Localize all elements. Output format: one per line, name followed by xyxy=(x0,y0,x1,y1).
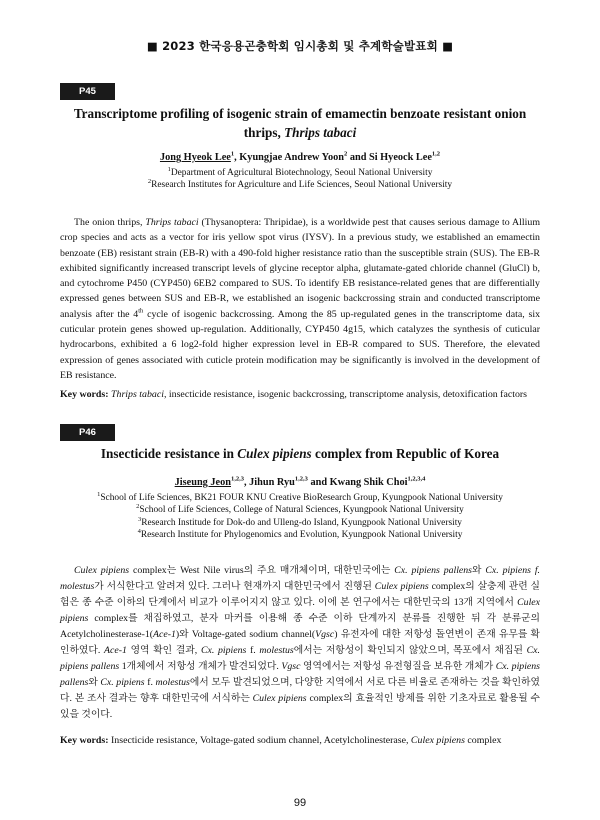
author-affil-mark: 1,2 xyxy=(431,150,441,158)
species-name: Culex pipiens xyxy=(60,597,540,624)
keywords-label: Key words: xyxy=(60,389,109,400)
abstract-p45 xyxy=(60,215,540,383)
gene-name: Ace-1 xyxy=(153,629,176,640)
species-name: Cx. pipiens xyxy=(100,677,145,688)
gene-name: Ace-1 xyxy=(104,645,127,656)
title-text: complex from Republic of Korea xyxy=(311,446,500,461)
affiliation-text: Department of Agricultural Biotechnology, Seoul National University xyxy=(170,168,433,178)
gene-name: Vgsc xyxy=(281,661,301,672)
affiliation-text: School of Life Sciences, BK21 FOUR KNU Creative BioResearch Group, Kyungpook National University xyxy=(100,493,503,503)
abstract-text: 에서 모두 발견되었으며, 다양한 지역에서 서로 다른 비율로 존재하는 것을 확인하였다. 본 조사 결과는 향후 대한민국에 서식하는 xyxy=(60,677,540,704)
authors-p46: Jiseung Jeon$^{1,2,3}$, Jihun Ryu$^{1,2,3}$ and Kwang Shik Choi$^{1,2,3,4}$ xyxy=(174,475,426,488)
abstract-text: The onion thrips, xyxy=(74,217,146,228)
keywords-p46 xyxy=(60,733,540,748)
species-name: Culex pipiens xyxy=(74,565,130,576)
affil-mark: 3 xyxy=(137,515,142,523)
affiliation-text: Research Institutes for Agriculture and Life Sciences, Seoul National University xyxy=(151,180,453,191)
affiliations-p46 xyxy=(60,492,540,542)
abstract-text: complex를 채집하였고, 분자 마커를 이용해 종 수준 이하 단계까지 분류를 진행한 뒤 각 분류군의 Acetylcholinesterase-1( xyxy=(60,613,540,640)
affil-mark: 4 xyxy=(137,528,141,536)
species-name: Cx. pipiens pallens xyxy=(60,645,540,672)
author-name: Kyungjae Andrew Yoon xyxy=(239,152,344,163)
abstract-text: 에서는 저항성이 확인되지 않았으며, 목포에서 채집된 xyxy=(293,645,527,656)
keyword-species: Culex pipiens xyxy=(410,735,465,746)
gene-name: Vgsc xyxy=(315,629,335,640)
affiliation xyxy=(60,504,540,516)
affil-mark: 2 xyxy=(136,503,140,511)
abstract-text: complex는 West Nile virus의 주요 매개체이며, 대한민국에는 xyxy=(129,565,395,576)
affiliation-text: Research Institude for Dok-do and Ulleng-do Island, Kyungpook National University xyxy=(141,517,462,528)
affiliation xyxy=(60,492,540,504)
abstract-text: 와 xyxy=(472,565,486,576)
affiliation xyxy=(60,167,540,179)
species-name: Culex pipiens xyxy=(374,581,429,592)
keywords-text: , insecticide resistance, isogenic backcrossing, transcriptome analysis, detoxification factors xyxy=(163,389,528,400)
author-name: Jiseung Jeon xyxy=(174,477,231,488)
species-name: Cx. pipiens pallens xyxy=(60,661,540,688)
author-affil-mark: 1,2,3 xyxy=(231,475,244,483)
title-text: Insecticide resistance in xyxy=(100,446,238,461)
affiliation-text: Research Institute for Phylogenomics and Evolution, Kyungpook National University xyxy=(140,530,463,541)
title-p46 xyxy=(60,444,540,463)
author-and: and xyxy=(310,477,328,488)
abstract-text: f. xyxy=(246,645,260,656)
author-name: Jihun Ryu xyxy=(249,477,295,488)
affiliations-p45 xyxy=(60,167,540,192)
keywords-p45 xyxy=(60,387,540,402)
author-name: Kwang Shik Choi xyxy=(329,477,408,488)
title-p45-species: Thrips tabaci xyxy=(284,125,357,140)
keywords-label: Key words: xyxy=(60,735,109,746)
abstract-text: 가 서식한다고 알려져 있다. 그러나 현재까지 대한민국에서 진행된 xyxy=(94,581,375,592)
species-name: molestus xyxy=(259,645,294,656)
abstract-p46 xyxy=(60,563,540,723)
title-p45-line1: Transcriptome profiling of isogenic strain of emamectin benzoate resistant onion xyxy=(73,106,527,121)
page-number: 99 xyxy=(293,797,307,809)
title-species: Culex pipiens xyxy=(237,446,312,461)
species-name: Cx. pipiens xyxy=(200,645,247,656)
conference-header: ■ 2023 한국응용곤충학회 임시총회 및 추계학술발표회 ■ xyxy=(146,39,454,53)
species-name: Cx. pipiens f. molestus xyxy=(60,565,540,592)
author-name: Jong Hyeok Lee xyxy=(159,152,231,163)
abstract-text: f. xyxy=(144,677,156,688)
author-name: Si Hyeock Lee xyxy=(369,152,432,163)
keywords-text: complex xyxy=(464,735,502,746)
affil-mark: 1 xyxy=(97,490,101,498)
authors-p45: Jong Hyeok Lee$^1$, Kyungjae Andrew Yoon$^2$ and Si Hyeock Lee$^{1,2}$ xyxy=(159,150,441,163)
author-affil-mark: 2 xyxy=(343,150,348,158)
author-affil-mark: 1,2,3,4 xyxy=(407,475,426,483)
affiliation xyxy=(60,529,540,541)
abstract-text: complex의 살충제 관련 실험은 종 수준 이하의 단계에서 비교가 이루어지지 않고 있다. 이에 본 연구에서는 대한민국의 13개 지역에서 xyxy=(60,581,540,608)
abstract-text: cycle of isogenic backcrossing. Among the 85 up-regulated genes in the transcriptome data, six cuticular protein genes showed up-regulation. Additionally, CYP450 4g15, which catalyzes the synthesis of cuticular hydrocarbons, exhibited a 6 log2-fold higher expression level in EB-R compared to SUS. Therefore, the elevated expression of genes associated with cuticle protein modification may be significantly is involved in the development of EB resistance. xyxy=(60,308,541,381)
abstract-badge-p45: P45 xyxy=(60,83,115,100)
author-affil-mark: 1,2,3 xyxy=(294,475,308,483)
affiliation xyxy=(60,179,540,191)
species-name: Cx. pipiens pallens xyxy=(394,565,472,576)
species-name: Thrips tabaci xyxy=(145,217,199,228)
abstract-badge-p46: P46 xyxy=(60,424,115,441)
abstract-text: 와 xyxy=(88,677,101,688)
abstract-text: (Thysanoptera: Thripidae), is a worldwide pest that causes serious damage to Allium crop species and acts as a vector for iris yellow spot virus (IYSV). In a previous study, we established an emamectin benzoate (EB) resistant strain (EB-R) with a 490-fold higher resistance ratio than the susceptible strain (SUS). The EB-R exhibited significantly increased transcript levels of glycine receptor alpha, glutamate-gated chloride channel (GluCl) b, and cytochrome P450 (CYP450) 6EB2 compared to SUS. To identify EB resistance-related genes that are differentially expressed genes between SUS and EB-R, we established an isogenic backcrossing strain and conducted transcriptome analysis after the 4 xyxy=(60,217,541,320)
species-name: molestus xyxy=(155,677,190,688)
title-p45 xyxy=(60,104,540,142)
affil-mark: 2 xyxy=(147,178,152,186)
abstract-text: 1개체에서 저항성 개체가 발견되었다. xyxy=(119,661,282,672)
species-name: Culex pipiens xyxy=(252,693,307,704)
author-and: and xyxy=(349,152,367,163)
keyword-species: Thrips tabaci xyxy=(111,389,164,400)
abstract-text: )와 Voltage-gated sodium channel( xyxy=(175,629,316,640)
affiliation xyxy=(60,517,540,529)
title-p45-line2-text: thrips, xyxy=(243,125,285,140)
affiliation-text: School of Life Sciences, College of Natural Sciences, Kyungpook National University xyxy=(139,505,464,516)
abstract-text: 영역에서는 저항성 유전형질을 보유한 개체가 xyxy=(300,661,496,672)
ordinal-suffix: th xyxy=(138,307,144,315)
abstract-text: ) 유전자에 대한 저항성 돌연변이 존재 유무를 확인하였다. xyxy=(60,629,540,656)
abstract-text: complex의 효율적인 방제를 위한 기초자료로 활용될 수 있을 것이다. xyxy=(60,693,540,720)
keywords-text: Insecticide resistance, Voltage-gated sodium channel, Acetylcholinesterase, xyxy=(108,735,411,746)
title-p45-line2 xyxy=(60,123,540,142)
author-affil-mark: 1 xyxy=(230,150,235,158)
abstract-text: 영역 확인 결과, xyxy=(126,645,201,656)
affil-mark: 1 xyxy=(167,165,171,173)
